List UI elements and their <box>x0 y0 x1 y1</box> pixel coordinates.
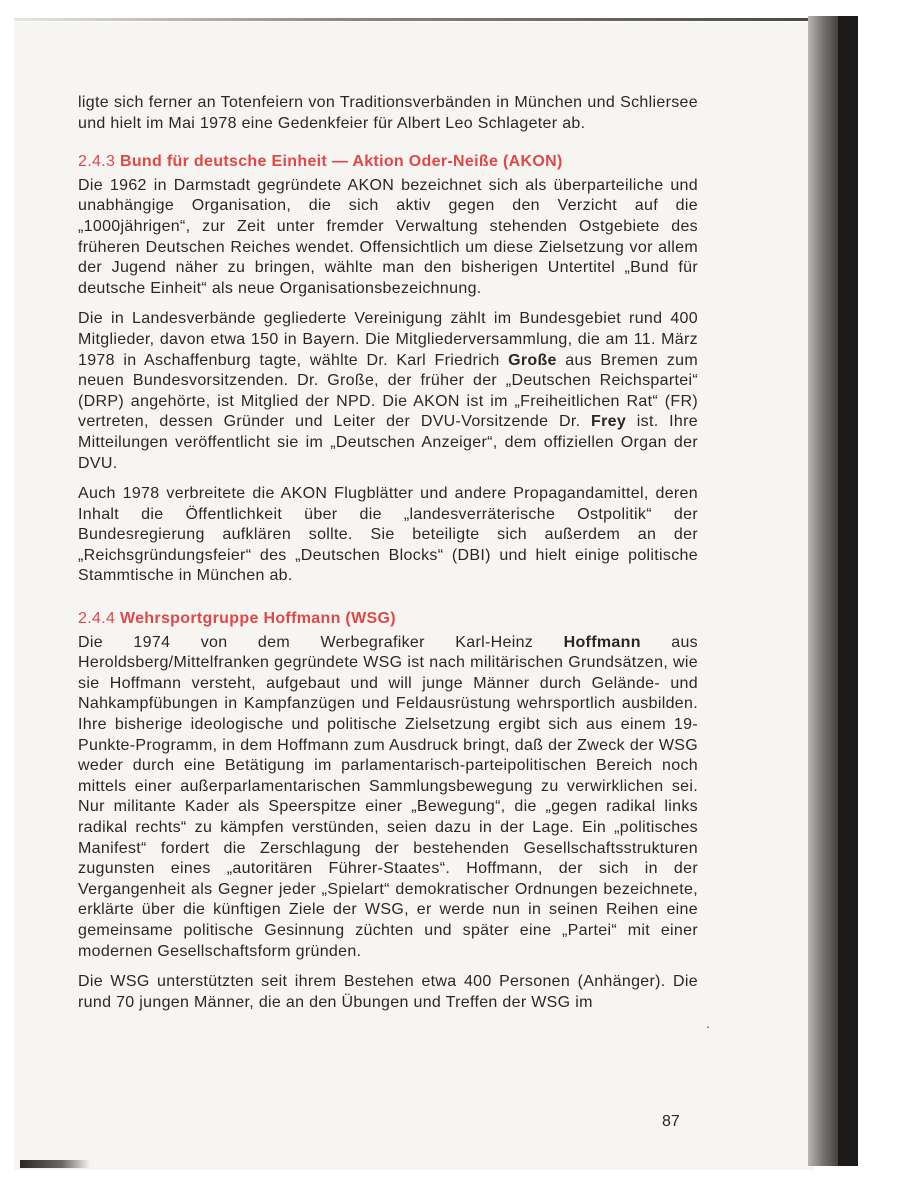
book-spine <box>838 16 858 1166</box>
text-run: aus Heroldsberg/Mittelfranken gegründete WSG ist nach militärischen Grundsätzen, wie sie Hoffmann versteht, aufgebaut und will junge Männer durch Gelände- und Nahkampfübungen in Kampfanzügen und Feldausrüstung wehrsportlich ausbilden. Ihre bisherige ideologische und politische Zielsetzung ergibt sich aus einem 19-Punkte-Programm, in dem Hoffmann zum Ausdruck bringt, daß der Zweck der WSG weder durch eine Betätigung im parlamentarisch-parteipolitischen Bereich noch mittels einer außerparlamentarischen Sammlungsbewegung zu verwirklichen sei. Nur militante Kader als Speerspitze einer „Bewegung“, die „gegen radikal links radikal rechts“ zu kämpfen verstünden, seien dazu in der Lage. Ein „politisches Manifest“ fordert die Zerschlagung der bestehenden Gesellschaftsstrukturen zugunsten eines „autoritären Führer-Staates“. Hoffmann, der sich in der Vergangenheit als Gegner jeder „Spielart“ demokratischer Ordnungen bezeichnete, erklärte über die künftigen Ziele der WSG, er werde nun in seinen Reihen eine gemeinsame politische Gesinnung züchten und später eine „Partei“ mit einer modernen Gesellschaftsform gründen. <box>78 633 698 960</box>
bottom-edge-shadow <box>20 1160 90 1168</box>
page-number: 87 <box>662 1113 680 1130</box>
paragraph-wsg-supporters: Die WSG unterstützten seit ihrem Bestehen etwa 400 Personen (Anhänger). Die rund 70 jungen Männer, die an den Übungen und Treffen der WSG im <box>78 973 698 1011</box>
section-heading-akon <box>78 152 698 173</box>
section-title: Wehrsportgruppe Hoffmann (WSG) <box>119 610 396 628</box>
page-top-edge <box>14 18 814 21</box>
paragraph-akon-activities: Auch 1978 verbreitete die AKON Flugblätter und andere Propagandamittel, deren Inhalt die Öffentlichkeit über die „landesverräterische Ostpolitik“ der Bundesregierung aufklären sollte. Sie beteiligte sich außerdem an der „Reichsgründungsfeier“ des „Deutschen Blocks“ (DBI) und hielt einige politische Stammtische in München ab. <box>78 485 698 585</box>
paragraph-wsg-intro <box>78 633 698 963</box>
stray-mark: . <box>706 1015 710 1031</box>
bold-name: Hoffmann <box>563 633 641 651</box>
text-run: Die in Landesverbände gegliederte Vereinigung zählt im Bundesgebiet rund 400 Mitglieder, davon etwa 150 in Bayern. Die Mitgliederversammlung, die am 11. März 1978 in Aschaffenburg tagte, wählte Dr. Karl Friedrich <box>78 310 698 369</box>
paragraph-continued: ligte sich ferner an Totenfeiern von Traditionsverbänden in München und Schliersee und hielt im Mai 1978 eine Gedenkfeier für Albert Leo Schlageter ab. <box>78 94 698 132</box>
bold-name: Frey <box>591 413 627 431</box>
text-run: Die 1974 von dem Werbegrafiker Karl-Heinz <box>78 633 564 651</box>
section-heading-wsg <box>78 609 698 630</box>
text-run: aus Bremen zum neuen Bundesvorsitzenden. Dr. Große, der früher der „Deutschen Reichspartei“ (DRP) angehörte, ist Mitglied der NPD. Die AKON ist im „Freiheitlichen Rat“ (FR) vertreten, dessen Gründer und Leiter der DVU-Vorsitzende Dr. <box>78 351 698 431</box>
page-content <box>78 93 698 1013</box>
text-run: ist. Ihre Mitteilungen veröffentlicht sie im „Deutschen Anzeiger“, dem offiziellen Organ der DVU. <box>78 413 698 472</box>
paragraph-akon-members <box>78 309 698 474</box>
section-number: 2.4.4 <box>78 610 116 628</box>
book-binding-shadow <box>808 16 840 1166</box>
bold-name: Große <box>508 351 557 369</box>
section-title: Bund für deutsche Einheit — Aktion Oder-Neiße (AKON) <box>119 153 563 171</box>
section-number: 2.4.3 <box>78 153 116 171</box>
paragraph-akon-intro: Die 1962 in Darmstadt gegründete AKON bezeichnet sich als überparteiliche und unabhängige Organisation, die sich aktiv gegen den Verzicht auf die „1000jährigen“, zur Zeit unter fremder Verwaltung stehenden Ostgebiete des früheren Deutschen Reiches wendet. Offensichtlich um diese Zielsetzung vor allem der Jugend näher zu bringen, wählte man den bisherigen Untertitel „Bund für deutsche Einheit“ als neue Organisationsbezeichnung. <box>78 176 698 297</box>
